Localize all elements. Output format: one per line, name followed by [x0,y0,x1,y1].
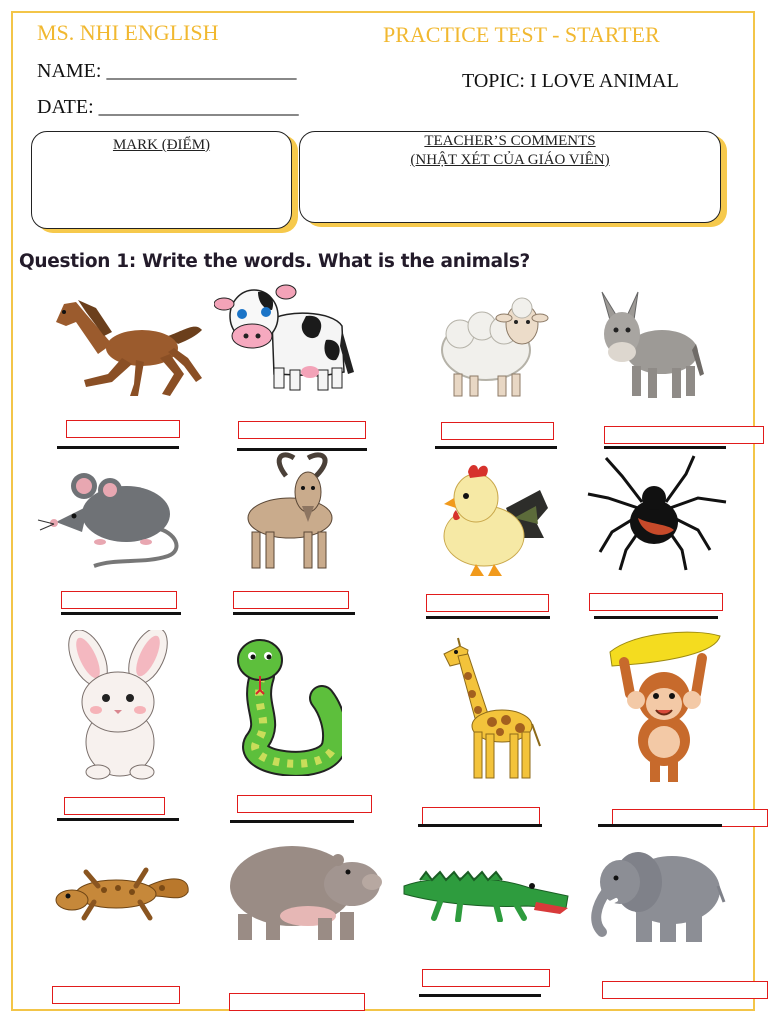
school-name: MS. NHI ENGLISH [37,20,219,45]
elephant-icon [586,842,726,946]
snake-icon [222,636,342,776]
mark-box-title: MARK (ĐIỂM) [112,137,211,153]
answer-line-2 [237,448,367,451]
name-field[interactable]: NAME: ___________________ [37,60,297,82]
answer-box-7[interactable] [426,594,549,612]
chicken-icon [440,458,552,582]
test-title: PRACTICE TEST - STARTER [383,22,660,47]
sheep-icon [438,294,550,400]
question-1-heading: Question 1: Write the words. What is the animals? [19,251,530,272]
answer-box-5[interactable] [61,591,177,609]
answer-box-14[interactable] [229,993,365,1011]
answer-box-3[interactable] [441,422,554,440]
answer-line-5 [61,612,181,615]
horse-icon [50,292,205,400]
answer-line-7 [426,616,550,619]
crocodile-icon [400,858,572,922]
mouse-icon [36,466,184,576]
comments-title-line1: TEACHER’S COMMENTS [424,133,596,149]
answer-box-1[interactable] [66,420,180,438]
answer-line-4 [604,446,726,449]
cow-icon [214,280,359,400]
answer-box-11[interactable] [422,807,540,825]
answer-box-2[interactable] [238,421,366,439]
answer-box-16[interactable] [602,981,768,999]
answer-line-15 [419,994,541,997]
answer-box-13[interactable] [52,986,180,1004]
monkey-icon [604,622,724,786]
donkey-icon [596,290,706,404]
answer-box-9[interactable] [64,797,165,815]
date-field[interactable]: DATE: ____________________ [37,96,299,118]
spider-icon [586,454,728,574]
answer-box-4[interactable] [604,426,764,444]
answer-line-11 [418,824,542,827]
gecko-icon [54,856,192,928]
answer-line-10 [230,820,354,823]
answer-line-9 [57,818,179,821]
comments-box[interactable] [299,131,721,223]
rabbit-icon [56,630,176,780]
answer-box-6[interactable] [233,591,349,609]
answer-box-10[interactable] [237,795,372,813]
hippo-icon [222,836,382,944]
answer-line-8 [594,616,718,619]
giraffe-icon [430,636,542,784]
answer-line-1 [57,446,179,449]
answer-line-6 [233,612,355,615]
answer-line-12 [598,824,722,827]
mark-box[interactable] [31,131,292,229]
answer-box-15[interactable] [422,969,550,987]
topic-label: TOPIC: I LOVE ANIMAL [462,70,679,92]
comments-title-line2: (NHẬT XÉT CỦA GIÁO VIÊN) [410,152,610,168]
answer-line-3 [435,446,557,449]
answer-box-8[interactable] [589,593,723,611]
goat-icon [242,452,350,576]
